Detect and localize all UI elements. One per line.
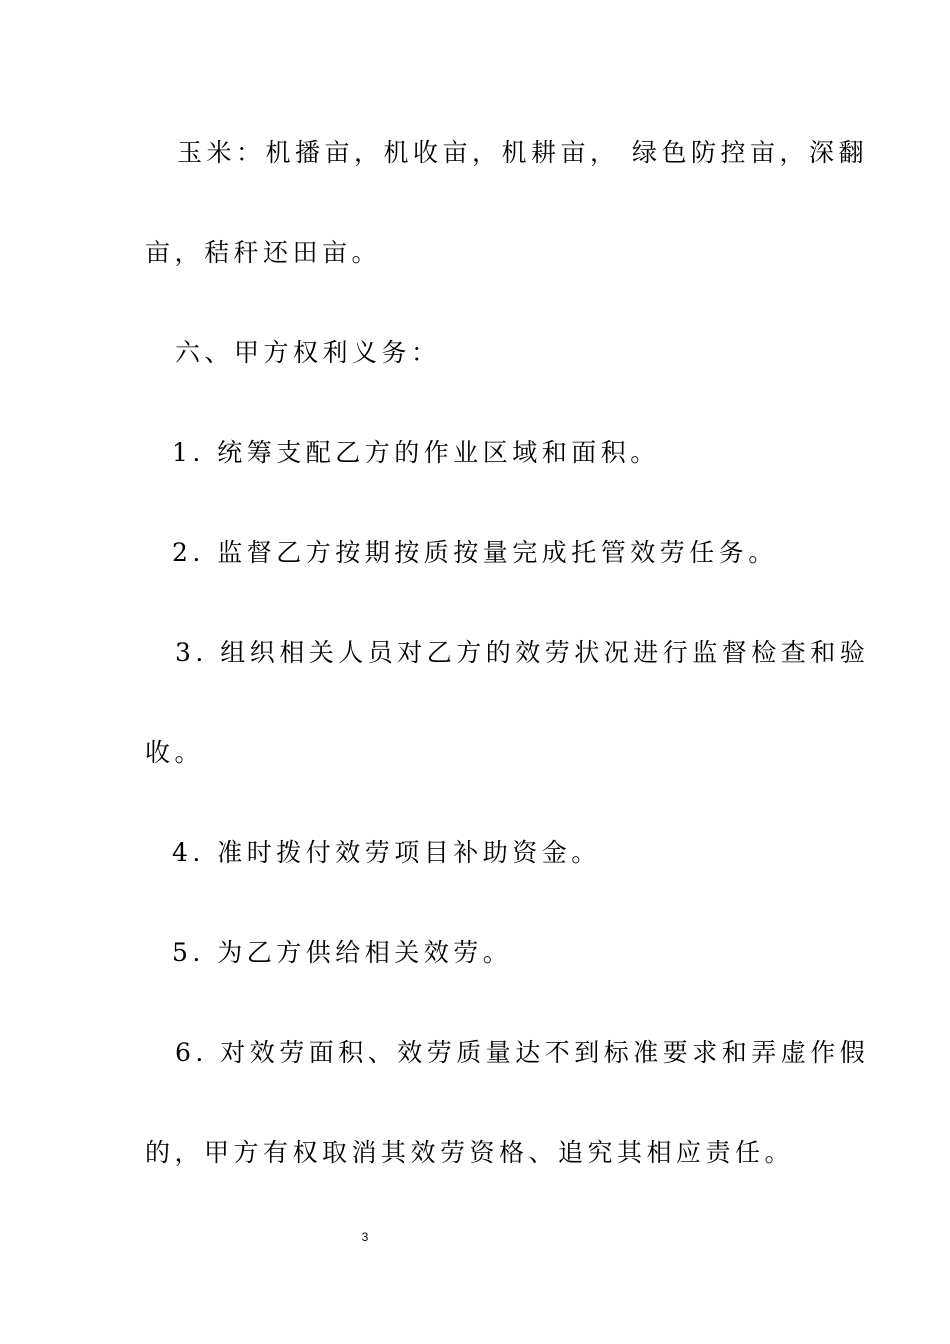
text-line-item-6: 6. 对效劳面积、效劳质量达不到标准要求和弄虚作假	[175, 1038, 870, 1067]
text-line-item-3: 3. 组织相关人员对乙方的效劳状况进行监督检查和验	[175, 638, 870, 667]
text-line-item-1: 1. 统筹支配乙方的作业区域和面积。	[172, 438, 660, 467]
text-line-item-2: 2. 监督乙方按期按质按量完成托管效劳任务。	[172, 538, 778, 567]
section-heading-6: 六、甲方权利义务：	[175, 338, 441, 367]
text-line-2: 亩，秸秆还田亩。	[145, 238, 382, 267]
text-line-item-4: 4. 准时拨付效劳项目补助资金。	[172, 838, 601, 867]
text-line-item-5: 5. 为乙方供给相关效劳。	[172, 938, 513, 967]
text-line-item-3-cont: 收。	[145, 738, 205, 767]
text-line-item-6-cont: 的，甲方有权取消其效劳资格、追究其相应责任。	[145, 1138, 795, 1167]
page-number: 3	[361, 1230, 369, 1244]
text-line-1: 玉米：机播亩，机收亩，机耕亩， 绿色防控亩，深翻	[177, 138, 868, 167]
